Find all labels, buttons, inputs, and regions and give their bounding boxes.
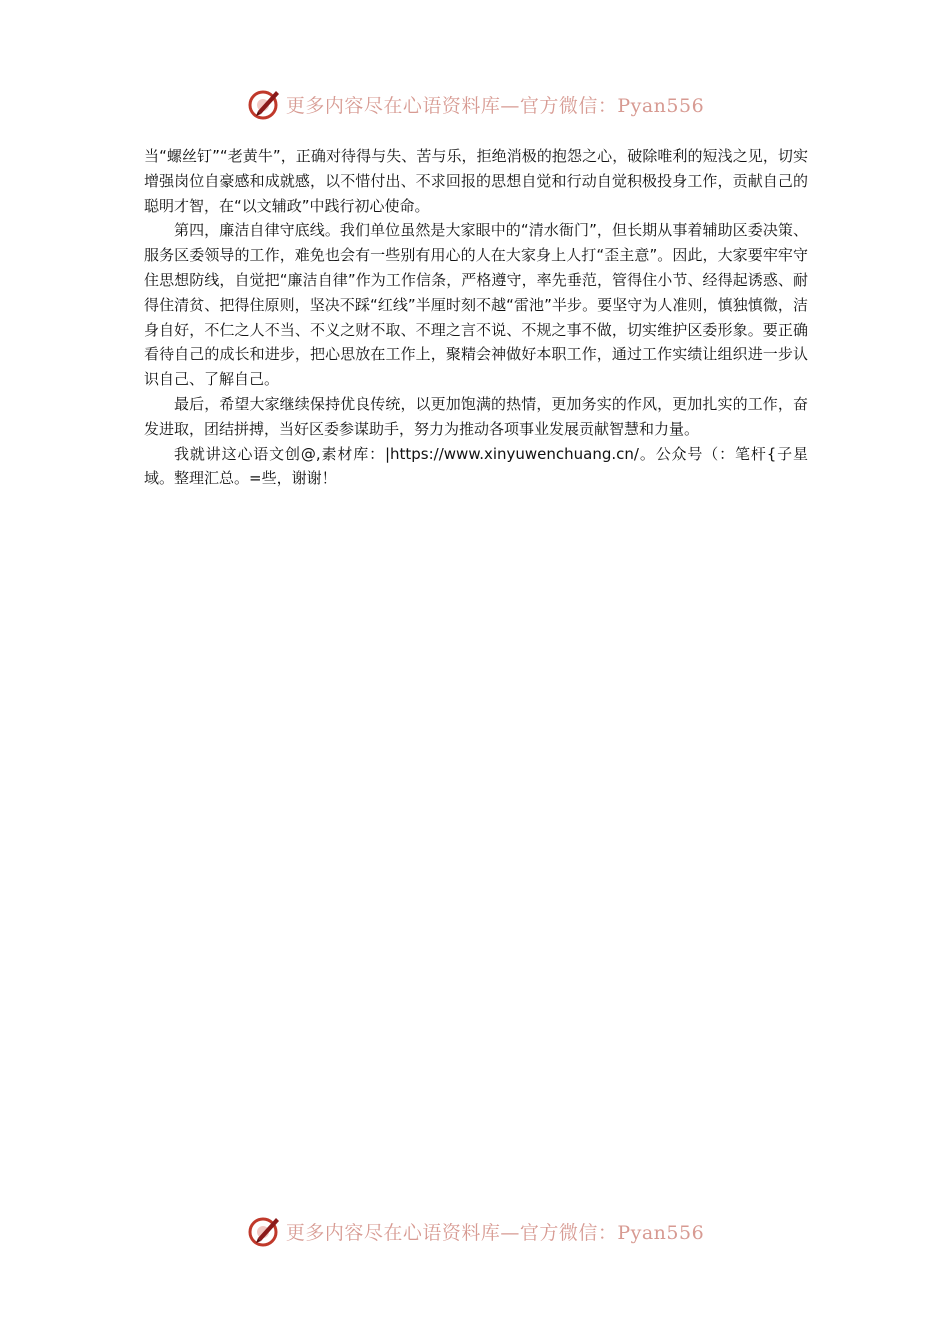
pen-logo-icon [246,1213,282,1249]
paragraph-3: 最后，希望大家继续保持优良传统，以更加饱满的热情，更加务实的作风，更加扎实的工作，奋发进取，团结拼搏，当好区委参谋助手，努力为推动各项事业发展贡献智慧和力量。 [144,394,808,438]
pen-logo-icon [246,86,282,122]
paragraph-4: 我就讲这心语文创@,素材库：|https://www.xinyuwenchuang.cn/。公众号（：笔杆{子星域。整理汇总。=些，谢谢！ [144,444,808,488]
paragraph-1: 当“螺丝钉”“老黄牛”，正确对待得与失、苦与乐，拒绝消极的抱怨之心，破除唯利的短浅之见，切实增强岗位自豪感和成就感，以不惜付出、不求回报的思想自觉和行动自觉积极投身工作，贡献自己的聪明才智，在“以文辅政”中践行初心使命。 [144,147,808,215]
banner-text: 更多内容尽在心语资料库—官方微信：Pyan556 [285,1221,705,1244]
footer-banner [0,1211,950,1251]
document-body [144,144,808,491]
header-banner [0,84,950,124]
paragraph-2: 第四，廉洁自律守底线。我们单位虽然是大家眼中的“清水衙门”，但长期从事着辅助区委决策、服务区委领导的工作，难免也会有一些别有用心的人在大家身上人打“歪主意”。因此，大家要牢牢守住思想防线，自觉把“廉洁自律”作为工作信条，严格遵守，率先垂范，管得住小节、经得起诱惑、耐得住清贫、把得住原则，坚决不踩“红线”半厘时刻不越“雷池”半步。要坚守为人准则，慎独慎微，洁身自好，不仁之人不当、不义之财不取、不理之言不说、不规之事不做，切实维护区委形象。要正确看待自己的成长和进步，把心思放在工作上，聚精会神做好本职工作，通过工作实绩让组织进一步认识自己、了解自己。 [144,221,808,389]
banner-text: 更多内容尽在心语资料库—官方微信：Pyan556 [285,94,705,117]
